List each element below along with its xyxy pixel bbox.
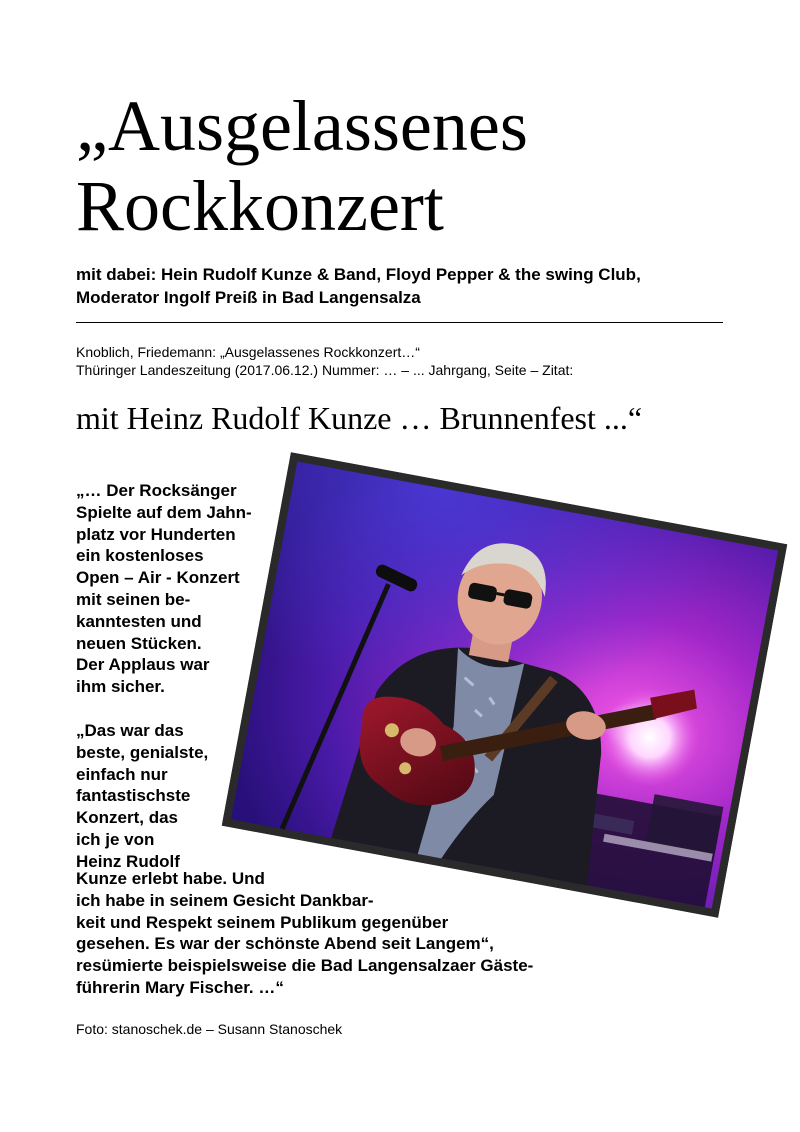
quote-column-wide (76, 868, 636, 999)
quote-line: Der Applaus war (76, 655, 210, 675)
paragraph-gap (76, 698, 276, 720)
quote-line: kanntesten und (76, 611, 202, 631)
subtitle-line-2: Moderator Ingolf Preiß in Bad Langensalza (76, 288, 421, 307)
quote-line: Kunze erlebt habe. Und (76, 869, 265, 888)
quote-line: Konzert, das (76, 808, 179, 828)
photo-credit: Foto: stanoschek.de – Susann Stanoschek (76, 1021, 343, 1037)
quote-line: ich je von (76, 829, 155, 849)
quote-line: gesehen. Es war der schönste Abend seit Langem“, (76, 934, 494, 954)
title-line-2: Rockkonzert (76, 166, 444, 246)
quote-line: beste, genialste, (76, 742, 209, 762)
quote-line: „… Der Rocksänger (76, 481, 237, 500)
quote-line: Spielte auf dem Jahn- (76, 502, 252, 522)
title-line-1: „Ausgelassenes (76, 86, 528, 166)
quote-line: führerin Mary Fischer. …“ (76, 977, 284, 997)
quote-line: Open – Air - Konzert (76, 568, 240, 588)
quote-line: ich habe in seinem Gesicht Dankbar- (76, 890, 374, 910)
divider (76, 322, 723, 323)
quote-column-narrow (76, 480, 276, 873)
source-citation (76, 343, 776, 379)
citation-line-2: Thüringer Landeszeitung (2017.06.12.) Nummer: … – ... Jahrgang, Seite – Zitat: (76, 362, 574, 378)
citation-line-1: Knoblich, Friedemann: „Ausgelassenes Rockkonzert…“ (76, 344, 420, 360)
quote-line: Heinz Rudolf (76, 851, 180, 871)
quote-line: ein kostenloses (76, 546, 204, 566)
quote-line: fantastischste (76, 786, 191, 806)
quote-line: resümierte beispielsweise die Bad Langensalzaer Gäste- (76, 956, 534, 976)
quote-line: keit und Respekt seinem Publikum gegenüber (76, 912, 449, 932)
quote-line: einfach nur (76, 764, 168, 784)
quote-headline: mit Heinz Rudolf Kunze … Brunnenfest ...“ (76, 400, 643, 436)
quote-line: „Das war das (76, 720, 184, 740)
article-title (76, 86, 756, 246)
quote-line: neuen Stücken. (76, 633, 202, 653)
quote-line: ihm sicher. (76, 677, 165, 697)
concert-photo (222, 452, 788, 918)
quote-line: mit seinen be- (76, 589, 191, 609)
subtitle-line-1: mit dabei: Hein Rudolf Kunze & Band, Floyd Pepper & the swing Club, (76, 265, 641, 284)
quote-line: platz vor Hunderten (76, 524, 236, 544)
concert-photo-image (222, 452, 788, 918)
subtitle (76, 263, 776, 309)
